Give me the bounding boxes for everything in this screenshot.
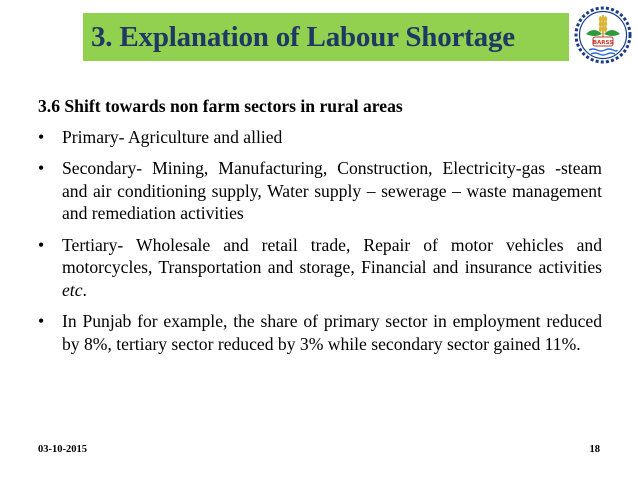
bullet-text-italic: etc bbox=[62, 279, 83, 300]
bullet-item-primary bbox=[38, 126, 602, 149]
bullet-item-tertiary bbox=[38, 234, 602, 302]
bullet-list bbox=[38, 126, 602, 356]
central-plaque bbox=[593, 37, 613, 46]
bullet-glyph: • bbox=[38, 158, 45, 178]
logo-text: BARSS bbox=[592, 40, 614, 46]
section-subheading: 3.6 Shift towards non farm sectors in rural areas bbox=[38, 96, 403, 116]
title-bar bbox=[83, 13, 569, 61]
bullet-glyph: • bbox=[38, 311, 45, 331]
slide-title: 3. Explanation of Labour Shortage bbox=[91, 20, 515, 53]
bullet-item-punjab-example bbox=[38, 310, 602, 355]
institute-emblem-icon bbox=[572, 4, 634, 66]
bullet-glyph: • bbox=[38, 126, 45, 147]
footer-date: 03-10-2015 bbox=[38, 444, 87, 455]
bullet-item-secondary bbox=[38, 157, 602, 225]
bullet-text-end: . bbox=[82, 279, 87, 300]
water-waves bbox=[589, 49, 617, 55]
bullet-text: Tertiary- Wholesale and retail trade, Repair of motor vehicles and motorcycles, Transportation and storage, Financial and insurance activities bbox=[62, 234, 602, 277]
slide-content bbox=[38, 95, 602, 364]
bullet-text: In Punjab for example, the share of primary sector in employment reduced by 8%, tertiary sector reduced by 3% while secondary sector gained 11%. bbox=[62, 311, 602, 354]
bullet-glyph: • bbox=[38, 234, 45, 255]
page-number: 18 bbox=[589, 444, 600, 455]
bullet-text: Secondary- Mining, Manufacturing, Construction, Electricity-gas -steam and air conditioning supply, Water supply – sewerage – waste management and remediation activities bbox=[62, 158, 602, 223]
bullet-text: Primary- Agriculture and allied bbox=[62, 126, 283, 147]
